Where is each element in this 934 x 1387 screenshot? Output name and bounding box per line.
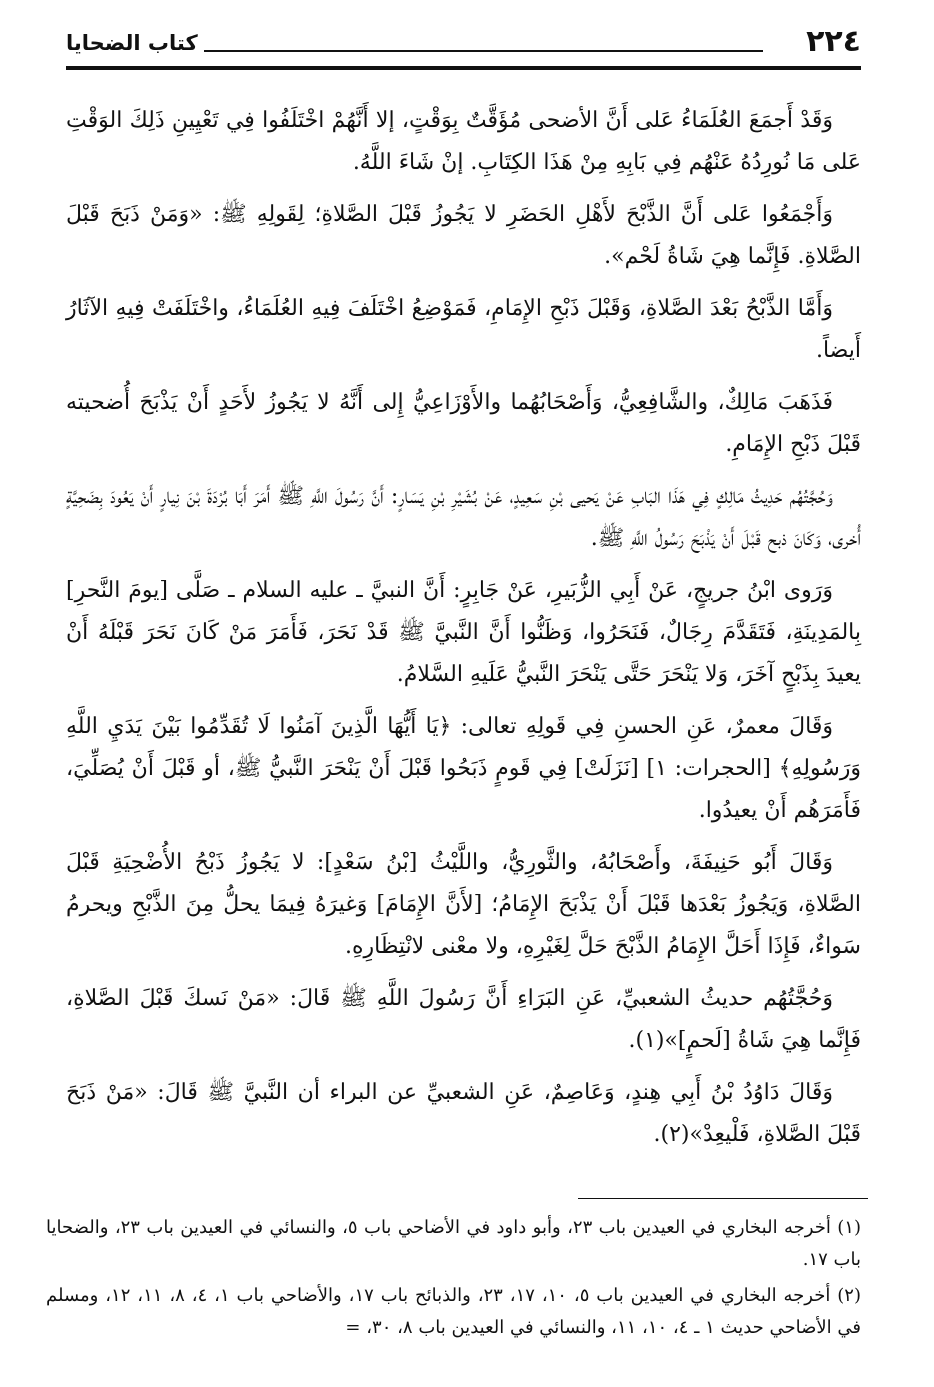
- paragraph: وَحُجَّتُهُم حديثُ الشعبيِّ، عَنِ البَرَاءِ أَنَّ رَسُولَ اللَّهِ ﷺ قَالَ: «مَنْ نَسكَ قَبْلَ الصَّلاةِ، فَإِنَّما هِيَ شَاةُ [لَحمٍ]»(١).: [66, 986, 861, 1053]
- paragraph: فَذَهَبَ مَالِكٌ، والشَّافِعِيُّ، وَأَصْحَابُهُما والأَوْزَاعِيُّ إِلى أَنَّهُ لا يَجُوزُ لأَحَدٍ أَنْ يَذْبَحَ أُضحيته قَبْلَ ذَبْحِ الإِمَامِ.: [66, 390, 861, 457]
- paragraph: وَأَمَّا الذَّبْحُ بَعْدَ الصَّلاةِ، وَقَبْلَ ذَبْحِ الإِمَامِ، فَمَوْضِعُ اخْتَلَفَ فِيهِ العُلَمَاءُ، واخْتَلَفَتْ فِيهِ الآثَارُ أَيضاً.: [66, 296, 861, 363]
- paragraph: وَقَالَ معمرٌ، عَنِ الحسنِ فِي قَولِهِ تعالى: ﴿يَا أَيُّهَا الَّذِينَ آمَنُوا لَا تُقَدِّمُوا بَيْنَ يَدَيِ اللَّهِ وَرَسُولِهِ﴾ [الحجرات: ١] [نَزَلَتْ] فِي قَومٍ ذَبَحُوا قَبْلَ أَنْ يَنْحَرَ النَّبيُّ ﷺ، أو قَبْلَ أَنْ يُصَلِّيَ، فَأَمَرَهُم أَنْ يعيدُوا.: [66, 714, 861, 823]
- paragraph: وَحُجَّتُهُم حَدِيثُ مَالِكٍ فِي هَذَا البَابِ عَنْ يَحيى بْنِ سَعِيدٍ، عَنْ بُشَيْرِ بْنِ يَسَارٍ: أَنَّ رَسُولَ اللَّهِ ﷺ أَمَرَ أَبَا بُرْدَةَ بْنَ نِيارٍ أَنْ يَعُودَ بِضَحِيَّةٍ أُخرى، وَكَانَ ذبح قَبْلَ أَنْ يَذْبَحَ رَسُولُ اللَّهِ ﷺ.: [66, 484, 861, 551]
- footnote-divider: [578, 1198, 868, 1199]
- main-text: [66, 100, 861, 1166]
- paragraph: وَقَالَ أَبُو حَنِيفَةَ، وأَصْحَابُهُ، والثَّورِيُّ، واللَّيْثُ [بْنُ سَعْدٍ]: لا يَجُوزُ ذَبْحُ الأُضْحِيَةِ قَبْلَ الصَّلاةِ، وَيَجُوزُ بَعْدَها قَبْلَ أَنْ يَذْبَحَ الإِمَامُ؛ [لأَنَّ الإِمَامَ] وَغيرَهُ فِيمَا يحلُّ مِنَ الذَّبْحِ ويحرمُ سَواءٌ، فَإِذَا أَحَلَّ الإِمَامُ الذَّبْحَ حَلَّ لِغَيْرِهِ، ولا معْنى لانْتِظَارِهِ.: [66, 850, 861, 959]
- chapter-title: كتاب الضحايا: [66, 31, 198, 55]
- header-line: [204, 50, 763, 52]
- page-header: [66, 22, 861, 66]
- header-rule: [66, 66, 861, 70]
- footnote: (١) أخرجه البخاري في العيدين باب ٢٣، وأبو داود في الأضاحي باب ٥، والنسائي في العيدين باب ٢٣، والضحايا باب ١٧.: [46, 1217, 861, 1270]
- paragraph: وَأَجْمَعُوا عَلى أَنَّ الذَّبْحَ لأَهْلِ الحَضَرِ لا يَجُوزُ قَبْلَ الصَّلاةِ؛ لِقَولِهِ ﷺ: «وَمَنْ ذَبَحَ قَبْلَ الصَّلاةِ. فَإِنَّما هِيَ شَاةُ لَحْم».: [66, 202, 861, 269]
- footnotes: [46, 1212, 861, 1348]
- footnote: (٢) أخرجه البخاري في العيدين باب ٥، ١٠، ١٧، ٢٣، والذبائح باب ١٧، والأضاحي باب ١، ٤، ٨، ١١، ١٢، ومسلم في الأضاحي حديث ١ ـ ٤، ١٠، ١١، والنسائي في العيدين باب ٨، ٣٠، =: [46, 1285, 861, 1338]
- page-number: ٢٢٤: [806, 24, 861, 59]
- paragraph: وَرَوى ابْنُ جريجٍ، عَنْ أَبِي الزُّبَيرِ، عَنْ جَابِرٍ: أَنَّ النبيَّ ـ عليه السلام ـ صَلَّى [يومَ النَّحرِ] بِالمَدِينَةِ، فَتَقَدَّمَ رِجَالٌ، فَنَحَرُوا، وَظَنُّوا أَنَّ النَّبيَّ ﷺ قَدْ نَحَرَ، فَأَمَرَ مَنْ كَانَ نَحَرَ قَبْلَهُ أَنْ يعيدَ بِذَبْحٍ آخَرَ، وَلا يَنْحَرَ حَتَّى يَنْحَرَ النَّبيُّ عَلَيهِ السَّلامُ.: [66, 578, 861, 687]
- paragraph: وَقَالَ دَاوُدُ بْنُ أَبِي هِندٍ، وَعَاصِمٌ، عَنِ الشعبيِّ عن البراء أن النَّبيَّ ﷺ قَالَ: «مَنْ ذَبَحَ قَبْلَ الصَّلاةِ، فَلْيعِدْ»(٢).: [66, 1080, 861, 1147]
- paragraph: وَقَدْ أَجمَعَ العُلَمَاءُ عَلى أَنَّ الأضحى مُؤَقَّتٌ بِوَقْتٍ، إلا أَنَّهُمْ اخْتَلَفُوا فِي تَعْيِينِ ذَلِكَ الوَقْتِ عَلى مَا نُورِدُهُ عَنْهُم فِي بَابِهِ مِنْ هَذَا الكِتَابِ. إنْ شَاءَ اللَّهُ.: [66, 108, 861, 175]
